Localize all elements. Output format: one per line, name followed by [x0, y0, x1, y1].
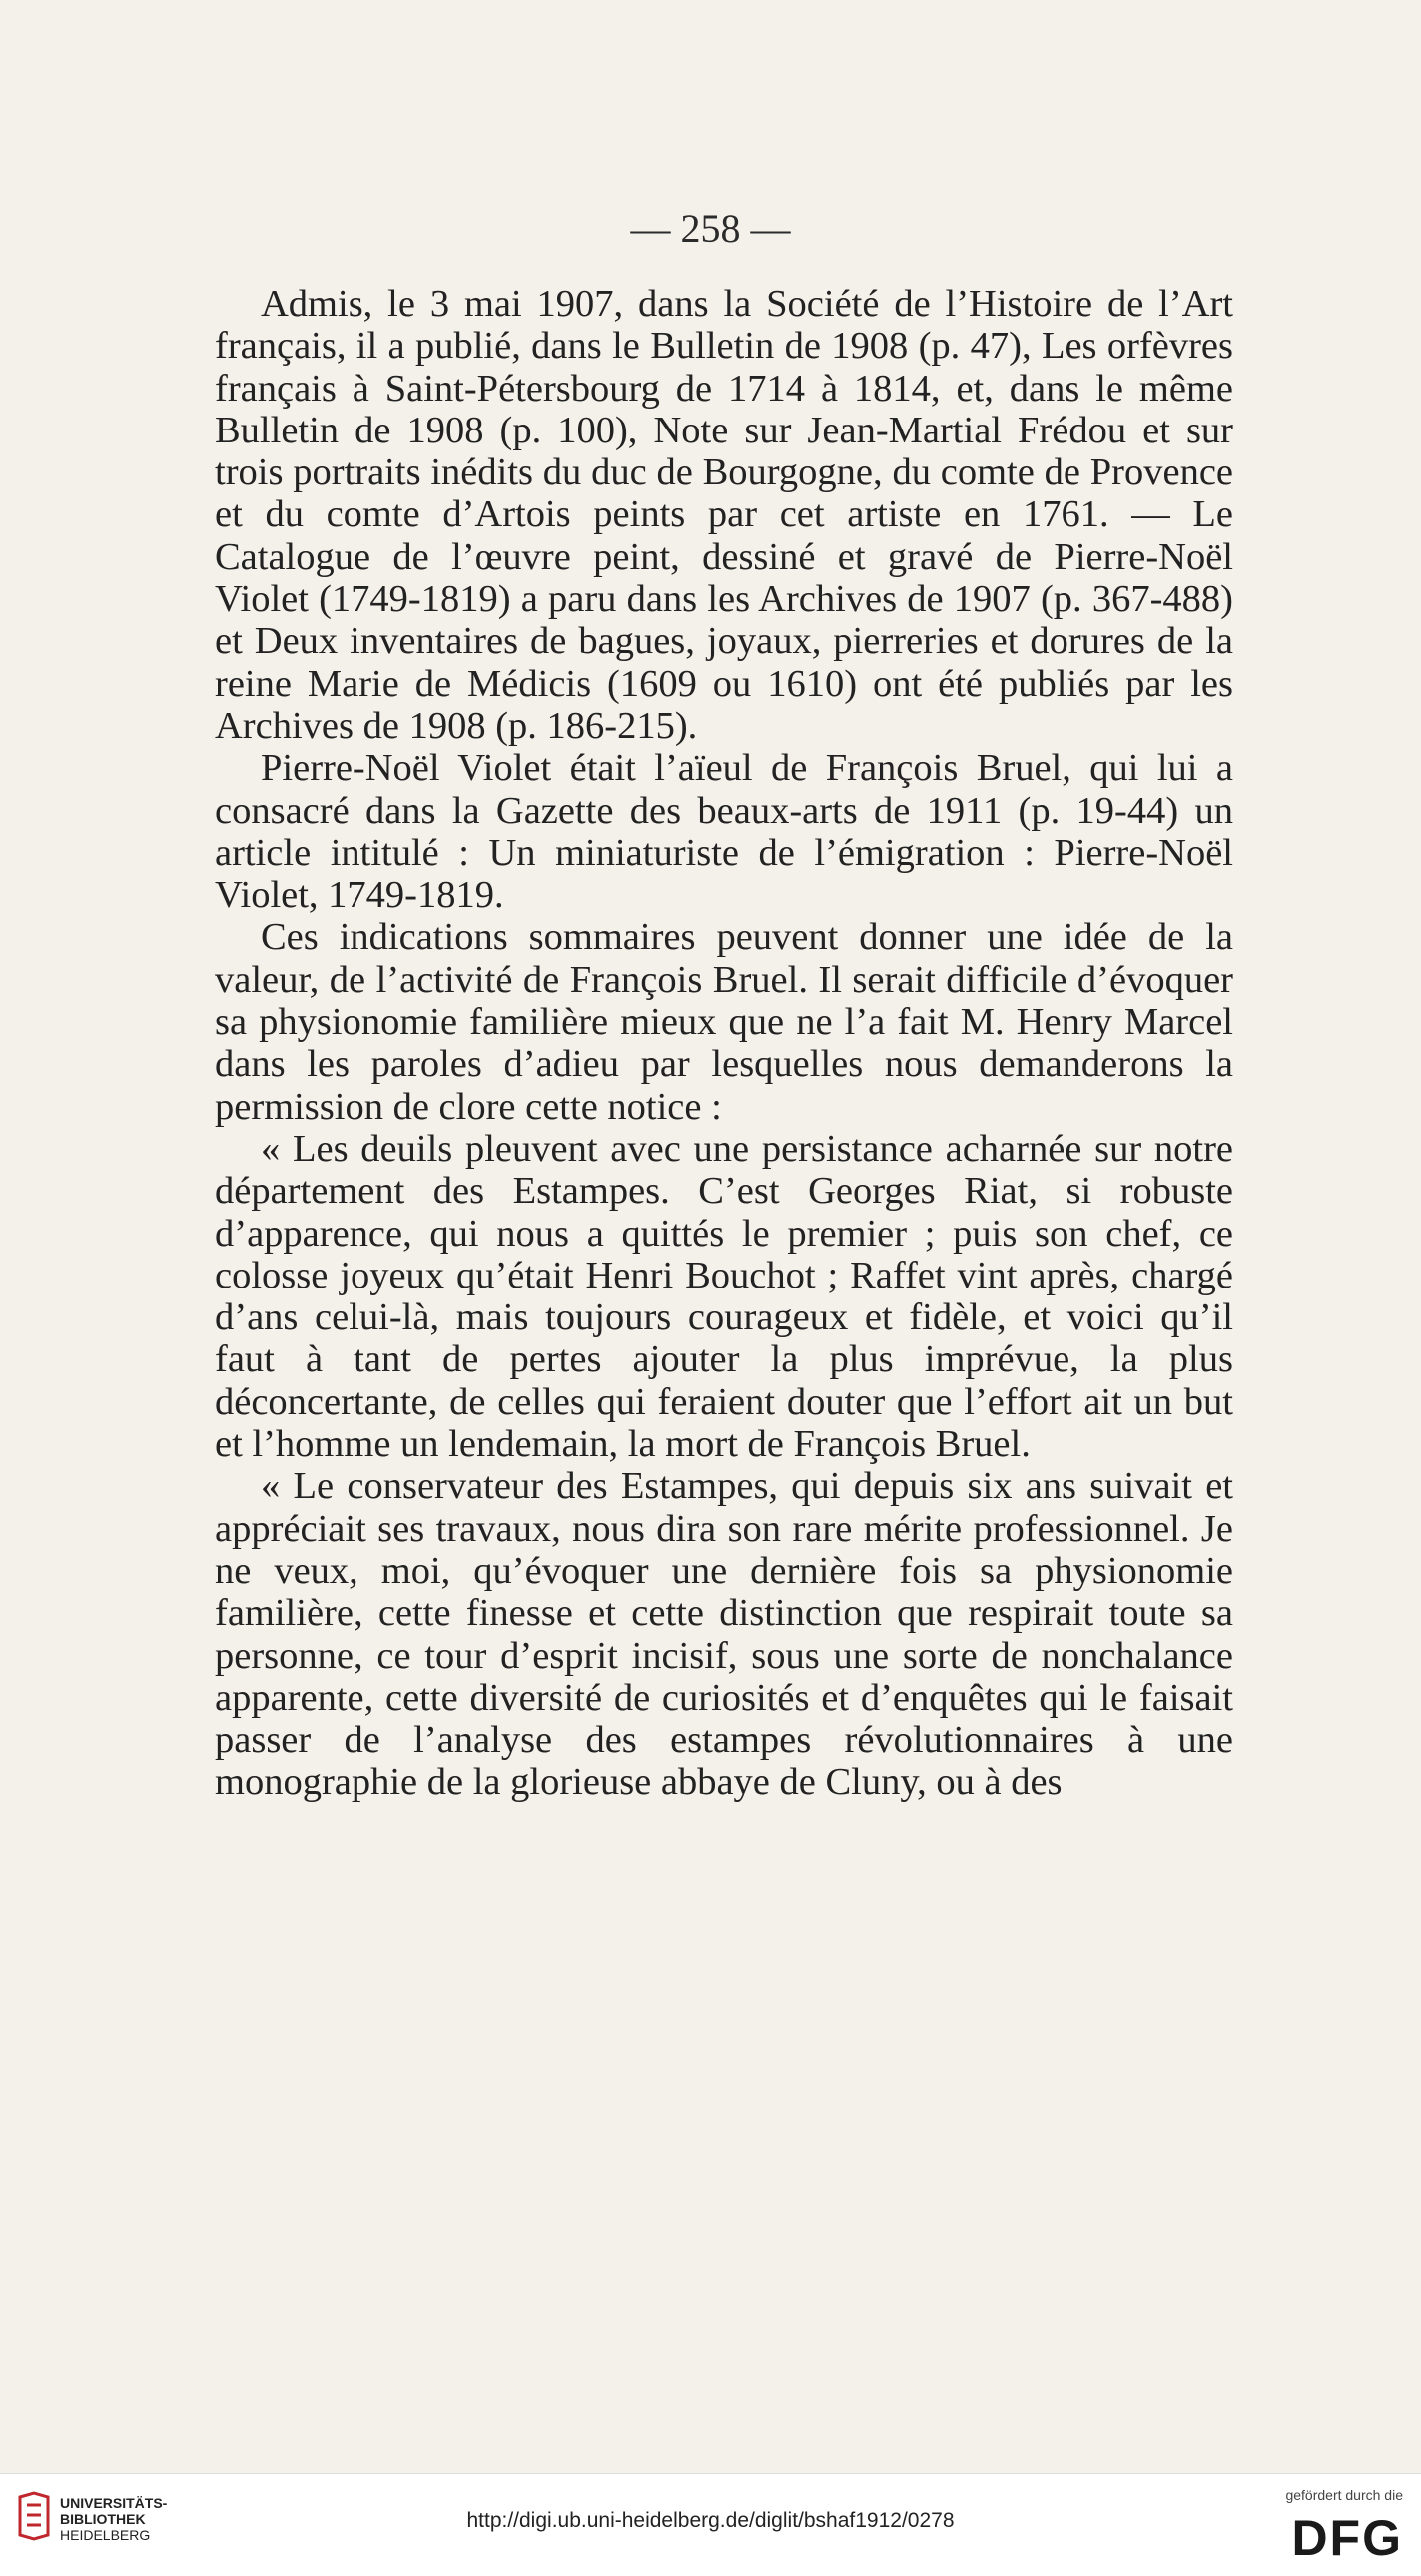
paragraph: Ces indications sommaires peuvent donner une idée de la valeur, de l’activité de François Bruel. Il serait difficile d’évoquer sa physionomie familière mieux que ne l’a fait M. Henry Marcel dans les paroles d’adieu par lesquelles nous demanderons la permission de clore cette notice :	[215, 916, 1233, 1128]
paragraph: Pierre-Noël Violet était l’aïeul de François Bruel, qui lui a consacré dans la Gazette des beaux-arts de 1911 (p. 19-44) un article intitulé : Un miniaturiste de l’émigration : Pierre-Noël Violet, 1749-1819.	[215, 747, 1233, 917]
paragraph: Admis, le 3 mai 1907, dans la Société de l’Histoire de l’Art français, il a publié, dans le Bulletin de 1908 (p. 47), Les orfèvres français à Saint-Pétersbourg de 1714 à 1814, et, dans le même Bulletin de 1908 (p. 100), Note sur Jean-Martial Frédou et sur trois portraits inédits du duc de Bourgogne, du comte de Provence et du comte d’Artois peints par cet artiste en 1761. — Le Catalogue de l’œuvre peint, dessiné et gravé de Pierre-Noël Violet (1749-1819) a paru dans les Archives de 1907 (p. 367-488) et Deux inventaires de bagues, joyaux, pierreries et dorures de la reine Marie de Médicis (1609 ou 1610) ont été publiés par les Archives de 1908 (p. 186-215).	[215, 283, 1233, 747]
sponsor-caption: gefördert durch die	[1285, 2487, 1403, 2503]
paragraph: « Le conservateur des Estampes, qui depuis six ans suivait et appréciait ses travaux, nous dira son rare mérite professionnel. Je ne veux, moi, qu’évoquer une dernière fois sa physionomie familière, cette finesse et cette distinction que respirait toute sa personne, ce tour d’esprit incisif, sous une sorte de nonchalance apparente, cette diversité de curiosités et d’enquêtes qui le faisait passer de l’analyse des estampes révolutionnaires à une monographie de la glorieuse abbaye de Cluny, ou à des	[215, 1465, 1233, 1804]
dfg-logo: DFG	[1291, 2510, 1403, 2566]
page-number: — 258 —	[630, 206, 791, 251]
source-url-link[interactable]: http://digi.ub.uni-heidelberg.de/diglit/bshaf1912/0278	[466, 2509, 955, 2532]
library-name: UNIVERSITÄTS- BIBLIOTHEK HEIDELBERG	[60, 2495, 168, 2543]
paragraph: « Les deuils pleuvent avec une persistance acharnée sur notre département des Estampes. C’est Georges Riat, si robuste d’apparence, qui nous a quittés le premier ; puis son chef, ce colosse joyeux qu’était Henri Bouchot ; Raffet vint après, chargé d’ans celui-là, mais toujours courageux et fidèle, et voici qu’il faut à tant de pertes ajouter la plus imprévue, la plus déconcertante, de celles qui feraient douter que l’effort ait un but et l’homme un lendemain, la mort de François Bruel.	[215, 1127, 1233, 1466]
body-text	[215, 283, 1233, 1804]
